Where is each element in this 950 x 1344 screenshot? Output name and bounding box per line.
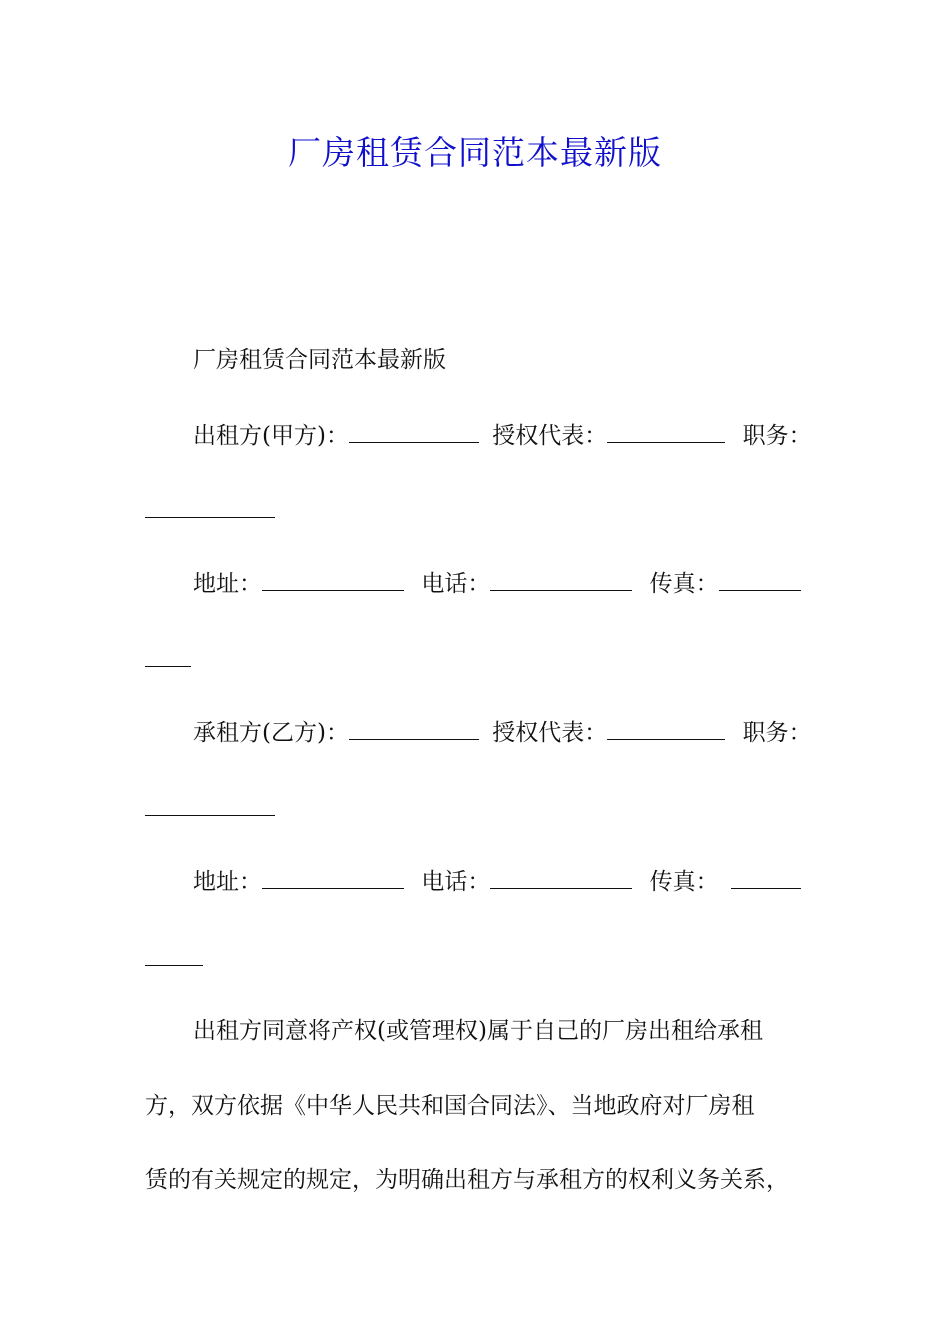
lessor-fax-label: 传真： [649,571,719,597]
lessee-phone-field[interactable] [490,866,632,889]
lessee-fax-field-continued[interactable] [145,965,203,966]
lessee-address-label: 地址： [193,869,262,895]
lessor-rep-label: 授权代表： [492,423,608,449]
lessor-party-label: 出租方(甲方)： [193,423,349,449]
lessor-phone-field[interactable] [490,568,632,591]
lessor-rep-field[interactable] [607,420,725,443]
lessee-rep-field[interactable] [607,717,725,740]
lessor-fax-field-continued[interactable] [145,666,191,667]
lessee-rep-label: 授权代表： [492,720,608,746]
lessor-fax-field[interactable] [719,568,801,591]
lessor-position-label: 职务： [742,423,812,449]
lessor-row [193,419,812,453]
lessee-name-field[interactable] [349,717,479,740]
page-title: 厂房租赁合同范本最新版 [288,133,662,172]
lessor-address-field[interactable] [262,568,404,591]
document-subtitle: 厂房租赁合同范本最新版 [193,347,446,373]
lessee-fax-label: 传真： [649,869,719,895]
lessor-address-label: 地址： [193,571,262,597]
paragraph-line: 赁的有关规定的规定，为明确出租方与承租方的权利义务关系， [145,1167,789,1193]
lessee-row [193,716,812,750]
lessor-name-field[interactable] [349,420,479,443]
lessee-fax-field[interactable] [731,866,801,889]
lessee-position-label: 职务： [742,720,812,746]
lessee-contact-row [193,865,801,899]
lessee-phone-label: 电话： [421,869,491,895]
lessor-phone-label: 电话： [421,571,491,597]
paragraph-line: 方，双方依据《中华人民共和国合同法》、当地政府对厂房租 [145,1093,755,1119]
lessee-address-field[interactable] [262,866,404,889]
lessor-position-field[interactable] [145,517,275,518]
paragraph-line: 出租方同意将产权(或管理权)属于自己的厂房出租给承租 [193,1018,763,1044]
lessee-position-field[interactable] [145,815,275,816]
lessor-contact-row [193,567,801,601]
lessee-party-label: 承租方(乙方)： [193,720,349,746]
